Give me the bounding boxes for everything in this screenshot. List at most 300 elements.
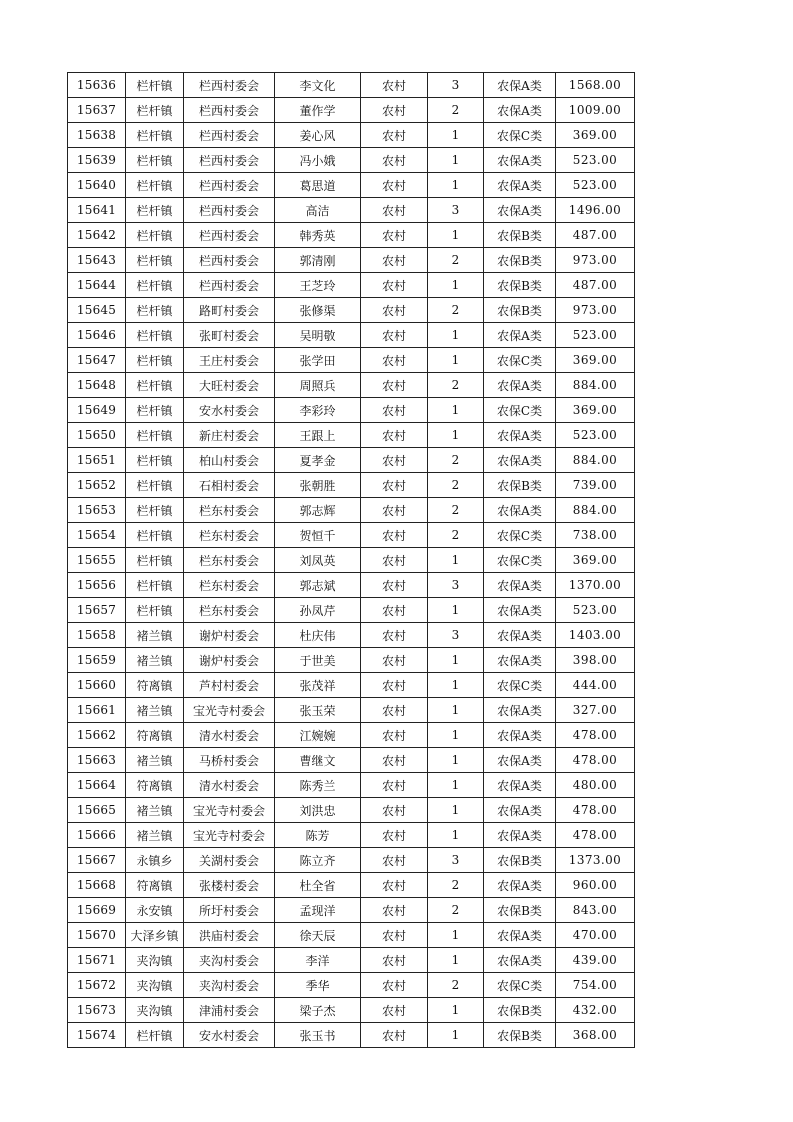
record-number-cell: 15660 — [68, 673, 126, 698]
record-number-cell: 15656 — [68, 573, 126, 598]
table-row — [68, 123, 635, 148]
amount-cell: 884.00 — [556, 448, 635, 473]
amount-cell: 960.00 — [556, 873, 635, 898]
village-committee-cell: 栏西村委会 — [184, 173, 275, 198]
record-number-cell: 15674 — [68, 1023, 126, 1048]
record-number-cell: 15654 — [68, 523, 126, 548]
amount-cell: 439.00 — [556, 948, 635, 973]
village-committee-cell: 栏东村委会 — [184, 548, 275, 573]
town-cell: 褚兰镇 — [126, 748, 184, 773]
amount-cell: 1009.00 — [556, 98, 635, 123]
village-committee-cell: 宝光寺村委会 — [184, 823, 275, 848]
household-size-cell: 1 — [428, 1023, 484, 1048]
table-row — [68, 973, 635, 998]
village-committee-cell: 马桥村委会 — [184, 748, 275, 773]
record-number-cell: 15642 — [68, 223, 126, 248]
name-cell: 于世美 — [275, 648, 361, 673]
village-committee-cell: 谢炉村委会 — [184, 623, 275, 648]
village-committee-cell: 谢炉村委会 — [184, 648, 275, 673]
village-committee-cell: 芦村村委会 — [184, 673, 275, 698]
village-committee-cell: 栏西村委会 — [184, 223, 275, 248]
village-committee-cell: 栏西村委会 — [184, 198, 275, 223]
household-size-cell: 1 — [428, 698, 484, 723]
town-cell: 符离镇 — [126, 673, 184, 698]
table-row — [68, 873, 635, 898]
name-cell: 张玉荣 — [275, 698, 361, 723]
village-committee-cell: 清水村委会 — [184, 773, 275, 798]
town-cell: 褚兰镇 — [126, 623, 184, 648]
table-row — [68, 448, 635, 473]
table-row — [68, 223, 635, 248]
table-row — [68, 198, 635, 223]
amount-cell: 523.00 — [556, 148, 635, 173]
record-number-cell: 15643 — [68, 248, 126, 273]
table-row — [68, 373, 635, 398]
name-cell: 梁子杰 — [275, 998, 361, 1023]
household-size-cell: 1 — [428, 748, 484, 773]
village-committee-cell: 柏山村委会 — [184, 448, 275, 473]
insurance-category-cell: 农保A类 — [484, 748, 556, 773]
amount-cell: 369.00 — [556, 548, 635, 573]
name-cell: 张朝胜 — [275, 473, 361, 498]
area-type-cell: 农村 — [361, 98, 428, 123]
town-cell: 褚兰镇 — [126, 798, 184, 823]
town-cell: 栏杆镇 — [126, 498, 184, 523]
household-size-cell: 1 — [428, 223, 484, 248]
amount-cell: 478.00 — [556, 823, 635, 848]
village-committee-cell: 栏东村委会 — [184, 498, 275, 523]
insurance-category-cell: 农保B类 — [484, 273, 556, 298]
name-cell: 杜庆伟 — [275, 623, 361, 648]
record-number-cell: 15669 — [68, 898, 126, 923]
area-type-cell: 农村 — [361, 923, 428, 948]
name-cell: 王跟上 — [275, 423, 361, 448]
insurance-category-cell: 农保A类 — [484, 148, 556, 173]
area-type-cell: 农村 — [361, 648, 428, 673]
village-committee-cell: 大旺村委会 — [184, 373, 275, 398]
insurance-category-cell: 农保B类 — [484, 223, 556, 248]
village-committee-cell: 所圩村委会 — [184, 898, 275, 923]
household-size-cell: 1 — [428, 348, 484, 373]
amount-cell: 487.00 — [556, 223, 635, 248]
area-type-cell: 农村 — [361, 198, 428, 223]
record-number-cell: 15636 — [68, 73, 126, 98]
table-row — [68, 648, 635, 673]
amount-cell: 478.00 — [556, 748, 635, 773]
amount-cell: 843.00 — [556, 898, 635, 923]
record-number-cell: 15649 — [68, 398, 126, 423]
insurance-category-cell: 农保B类 — [484, 898, 556, 923]
insurance-category-cell: 农保A类 — [484, 773, 556, 798]
record-number-cell: 15637 — [68, 98, 126, 123]
insurance-category-cell: 农保C类 — [484, 348, 556, 373]
table-row — [68, 1023, 635, 1048]
table-row — [68, 398, 635, 423]
name-cell: 高洁 — [275, 198, 361, 223]
amount-cell: 523.00 — [556, 598, 635, 623]
record-number-cell: 15646 — [68, 323, 126, 348]
name-cell: 郭志斌 — [275, 573, 361, 598]
name-cell: 李文化 — [275, 73, 361, 98]
name-cell: 韩秀英 — [275, 223, 361, 248]
name-cell: 江婉婉 — [275, 723, 361, 748]
record-number-cell: 15652 — [68, 473, 126, 498]
insurance-category-cell: 农保C类 — [484, 673, 556, 698]
town-cell: 栏杆镇 — [126, 348, 184, 373]
town-cell: 栏杆镇 — [126, 323, 184, 348]
table-row — [68, 823, 635, 848]
household-size-cell: 1 — [428, 423, 484, 448]
insurance-category-cell: 农保B类 — [484, 1023, 556, 1048]
household-size-cell: 1 — [428, 323, 484, 348]
name-cell: 葛思道 — [275, 173, 361, 198]
area-type-cell: 农村 — [361, 473, 428, 498]
name-cell: 陈秀兰 — [275, 773, 361, 798]
town-cell: 栏杆镇 — [126, 423, 184, 448]
area-type-cell: 农村 — [361, 423, 428, 448]
amount-cell: 739.00 — [556, 473, 635, 498]
record-number-cell: 15639 — [68, 148, 126, 173]
insurance-category-cell: 农保A类 — [484, 173, 556, 198]
household-size-cell: 3 — [428, 73, 484, 98]
name-cell: 孙凤芹 — [275, 598, 361, 623]
record-number-cell: 15644 — [68, 273, 126, 298]
household-size-cell: 1 — [428, 548, 484, 573]
insurance-category-cell: 农保A类 — [484, 598, 556, 623]
insurance-category-cell: 农保A类 — [484, 448, 556, 473]
insurance-category-cell: 农保A类 — [484, 573, 556, 598]
amount-cell: 369.00 — [556, 123, 635, 148]
area-type-cell: 农村 — [361, 323, 428, 348]
table-row — [68, 923, 635, 948]
table-row — [68, 623, 635, 648]
amount-cell: 738.00 — [556, 523, 635, 548]
insurance-category-cell: 农保A类 — [484, 648, 556, 673]
village-committee-cell: 栏西村委会 — [184, 98, 275, 123]
table-row — [68, 173, 635, 198]
town-cell: 褚兰镇 — [126, 823, 184, 848]
village-committee-cell: 宝光寺村委会 — [184, 798, 275, 823]
record-number-cell: 15638 — [68, 123, 126, 148]
household-size-cell: 1 — [428, 648, 484, 673]
household-size-cell: 2 — [428, 98, 484, 123]
name-cell: 冯小娥 — [275, 148, 361, 173]
village-committee-cell: 夹沟村委会 — [184, 948, 275, 973]
name-cell: 张学田 — [275, 348, 361, 373]
area-type-cell: 农村 — [361, 248, 428, 273]
name-cell: 刘凤英 — [275, 548, 361, 573]
insurance-category-cell: 农保A类 — [484, 823, 556, 848]
record-number-cell: 15653 — [68, 498, 126, 523]
insurance-category-cell: 农保A类 — [484, 798, 556, 823]
record-number-cell: 15655 — [68, 548, 126, 573]
name-cell: 吴明敬 — [275, 323, 361, 348]
insurance-category-cell: 农保B类 — [484, 298, 556, 323]
table-row — [68, 248, 635, 273]
amount-cell: 327.00 — [556, 698, 635, 723]
name-cell: 孟现洋 — [275, 898, 361, 923]
household-size-cell: 1 — [428, 673, 484, 698]
area-type-cell: 农村 — [361, 873, 428, 898]
town-cell: 褚兰镇 — [126, 648, 184, 673]
insurance-category-cell: 农保B类 — [484, 473, 556, 498]
village-committee-cell: 栏西村委会 — [184, 273, 275, 298]
insurance-category-cell: 农保C类 — [484, 973, 556, 998]
household-size-cell: 3 — [428, 573, 484, 598]
area-type-cell: 农村 — [361, 498, 428, 523]
area-type-cell: 农村 — [361, 973, 428, 998]
area-type-cell: 农村 — [361, 773, 428, 798]
village-committee-cell: 津浦村委会 — [184, 998, 275, 1023]
insurance-category-cell: 农保A类 — [484, 948, 556, 973]
area-type-cell: 农村 — [361, 148, 428, 173]
record-number-cell: 15650 — [68, 423, 126, 448]
area-type-cell: 农村 — [361, 1023, 428, 1048]
amount-cell: 480.00 — [556, 773, 635, 798]
insurance-category-cell: 农保C类 — [484, 523, 556, 548]
amount-cell: 1496.00 — [556, 198, 635, 223]
village-committee-cell: 关湖村委会 — [184, 848, 275, 873]
insurance-category-cell: 农保A类 — [484, 373, 556, 398]
amount-cell: 432.00 — [556, 998, 635, 1023]
name-cell: 张玉书 — [275, 1023, 361, 1048]
table-row — [68, 548, 635, 573]
household-size-cell: 1 — [428, 998, 484, 1023]
area-type-cell: 农村 — [361, 848, 428, 873]
area-type-cell: 农村 — [361, 823, 428, 848]
record-number-cell: 15640 — [68, 173, 126, 198]
area-type-cell: 农村 — [361, 548, 428, 573]
name-cell: 陈立齐 — [275, 848, 361, 873]
household-size-cell: 1 — [428, 773, 484, 798]
amount-cell: 523.00 — [556, 323, 635, 348]
area-type-cell: 农村 — [361, 573, 428, 598]
record-number-cell: 15672 — [68, 973, 126, 998]
area-type-cell: 农村 — [361, 898, 428, 923]
record-number-cell: 15658 — [68, 623, 126, 648]
area-type-cell: 农村 — [361, 598, 428, 623]
village-committee-cell: 夹沟村委会 — [184, 973, 275, 998]
table-body — [68, 73, 635, 1048]
name-cell: 贺恒千 — [275, 523, 361, 548]
table-row — [68, 598, 635, 623]
village-committee-cell: 清水村委会 — [184, 723, 275, 748]
village-committee-cell: 栏西村委会 — [184, 123, 275, 148]
table-row — [68, 673, 635, 698]
household-size-cell: 3 — [428, 848, 484, 873]
town-cell: 栏杆镇 — [126, 298, 184, 323]
record-number-cell: 15668 — [68, 873, 126, 898]
table-row — [68, 748, 635, 773]
insurance-category-cell: 农保C类 — [484, 123, 556, 148]
insurance-category-cell: 农保A类 — [484, 423, 556, 448]
area-type-cell: 农村 — [361, 273, 428, 298]
name-cell: 李洋 — [275, 948, 361, 973]
insurance-category-cell: 农保C类 — [484, 398, 556, 423]
village-committee-cell: 栏西村委会 — [184, 248, 275, 273]
name-cell: 夏孝金 — [275, 448, 361, 473]
area-type-cell: 农村 — [361, 223, 428, 248]
area-type-cell: 农村 — [361, 798, 428, 823]
name-cell: 杜全省 — [275, 873, 361, 898]
name-cell: 张修渠 — [275, 298, 361, 323]
area-type-cell: 农村 — [361, 173, 428, 198]
town-cell: 符离镇 — [126, 723, 184, 748]
household-size-cell: 2 — [428, 473, 484, 498]
amount-cell: 523.00 — [556, 173, 635, 198]
household-size-cell: 2 — [428, 448, 484, 473]
record-number-cell: 15664 — [68, 773, 126, 798]
town-cell: 永安镇 — [126, 898, 184, 923]
insurance-category-cell: 农保A类 — [484, 498, 556, 523]
household-size-cell: 1 — [428, 273, 484, 298]
table-row — [68, 798, 635, 823]
area-type-cell: 农村 — [361, 373, 428, 398]
table-row — [68, 773, 635, 798]
record-number-cell: 15665 — [68, 798, 126, 823]
insurance-category-cell: 农保B类 — [484, 848, 556, 873]
town-cell: 栏杆镇 — [126, 373, 184, 398]
amount-cell: 470.00 — [556, 923, 635, 948]
town-cell: 栏杆镇 — [126, 173, 184, 198]
name-cell: 曹继文 — [275, 748, 361, 773]
household-size-cell: 2 — [428, 498, 484, 523]
household-size-cell: 1 — [428, 148, 484, 173]
record-number-cell: 15645 — [68, 298, 126, 323]
household-size-cell: 1 — [428, 798, 484, 823]
household-size-cell: 2 — [428, 898, 484, 923]
table-row — [68, 523, 635, 548]
amount-cell: 1568.00 — [556, 73, 635, 98]
area-type-cell: 农村 — [361, 998, 428, 1023]
amount-cell: 1403.00 — [556, 623, 635, 648]
name-cell: 董作学 — [275, 98, 361, 123]
town-cell: 栏杆镇 — [126, 73, 184, 98]
amount-cell: 973.00 — [556, 298, 635, 323]
area-type-cell: 农村 — [361, 673, 428, 698]
town-cell: 褚兰镇 — [126, 698, 184, 723]
town-cell: 栏杆镇 — [126, 223, 184, 248]
table-row — [68, 323, 635, 348]
insurance-category-cell: 农保A类 — [484, 73, 556, 98]
village-committee-cell: 王庄村委会 — [184, 348, 275, 373]
table-row — [68, 273, 635, 298]
record-number-cell: 15666 — [68, 823, 126, 848]
town-cell: 栏杆镇 — [126, 248, 184, 273]
insurance-category-cell: 农保A类 — [484, 723, 556, 748]
name-cell: 王芝玲 — [275, 273, 361, 298]
area-type-cell: 农村 — [361, 748, 428, 773]
village-committee-cell: 栏东村委会 — [184, 573, 275, 598]
household-size-cell: 1 — [428, 598, 484, 623]
town-cell: 大泽乡镇 — [126, 923, 184, 948]
town-cell: 栏杆镇 — [126, 398, 184, 423]
town-cell: 栏杆镇 — [126, 123, 184, 148]
name-cell: 李彩玲 — [275, 398, 361, 423]
record-number-cell: 15671 — [68, 948, 126, 973]
household-size-cell: 1 — [428, 823, 484, 848]
amount-cell: 884.00 — [556, 373, 635, 398]
amount-cell: 478.00 — [556, 723, 635, 748]
town-cell: 符离镇 — [126, 773, 184, 798]
town-cell: 栏杆镇 — [126, 198, 184, 223]
amount-cell: 487.00 — [556, 273, 635, 298]
name-cell: 周照兵 — [275, 373, 361, 398]
name-cell: 徐天辰 — [275, 923, 361, 948]
record-number-cell: 15661 — [68, 698, 126, 723]
area-type-cell: 农村 — [361, 348, 428, 373]
table-row — [68, 723, 635, 748]
household-size-cell: 1 — [428, 923, 484, 948]
household-size-cell: 2 — [428, 248, 484, 273]
town-cell: 栏杆镇 — [126, 1023, 184, 1048]
town-cell: 栏杆镇 — [126, 273, 184, 298]
name-cell: 郭清刚 — [275, 248, 361, 273]
table-row — [68, 998, 635, 1023]
insurance-category-cell: 农保A类 — [484, 623, 556, 648]
amount-cell: 884.00 — [556, 498, 635, 523]
household-size-cell: 1 — [428, 173, 484, 198]
area-type-cell: 农村 — [361, 123, 428, 148]
town-cell: 栏杆镇 — [126, 448, 184, 473]
town-cell: 栏杆镇 — [126, 523, 184, 548]
record-number-cell: 15651 — [68, 448, 126, 473]
table-row — [68, 573, 635, 598]
insurance-category-cell: 农保A类 — [484, 323, 556, 348]
village-committee-cell: 安水村委会 — [184, 1023, 275, 1048]
household-size-cell: 1 — [428, 398, 484, 423]
record-number-cell: 15670 — [68, 923, 126, 948]
household-size-cell: 2 — [428, 873, 484, 898]
amount-cell: 369.00 — [556, 348, 635, 373]
area-type-cell: 农村 — [361, 698, 428, 723]
town-cell: 符离镇 — [126, 873, 184, 898]
household-size-cell: 2 — [428, 298, 484, 323]
table-row — [68, 148, 635, 173]
table-row — [68, 348, 635, 373]
area-type-cell: 农村 — [361, 448, 428, 473]
insurance-category-cell: 农保C类 — [484, 548, 556, 573]
village-committee-cell: 洪庙村委会 — [184, 923, 275, 948]
table-row — [68, 423, 635, 448]
name-cell: 郭志辉 — [275, 498, 361, 523]
town-cell: 夹沟镇 — [126, 948, 184, 973]
insurance-category-cell: 农保A类 — [484, 698, 556, 723]
data-table — [67, 72, 635, 1048]
town-cell: 永镇乡 — [126, 848, 184, 873]
insurance-category-cell: 农保B类 — [484, 998, 556, 1023]
household-size-cell: 3 — [428, 623, 484, 648]
town-cell: 栏杆镇 — [126, 148, 184, 173]
table-row — [68, 948, 635, 973]
town-cell: 栏杆镇 — [126, 598, 184, 623]
table-row — [68, 898, 635, 923]
record-number-cell: 15673 — [68, 998, 126, 1023]
household-size-cell: 1 — [428, 123, 484, 148]
record-number-cell: 15662 — [68, 723, 126, 748]
amount-cell: 973.00 — [556, 248, 635, 273]
village-committee-cell: 新庄村委会 — [184, 423, 275, 448]
household-size-cell: 2 — [428, 523, 484, 548]
household-size-cell: 2 — [428, 973, 484, 998]
village-committee-cell: 张町村委会 — [184, 323, 275, 348]
town-cell: 栏杆镇 — [126, 548, 184, 573]
village-committee-cell: 栏西村委会 — [184, 73, 275, 98]
insurance-category-cell: 农保A类 — [484, 98, 556, 123]
insurance-category-cell: 农保A类 — [484, 923, 556, 948]
record-number-cell: 15667 — [68, 848, 126, 873]
record-number-cell: 15663 — [68, 748, 126, 773]
